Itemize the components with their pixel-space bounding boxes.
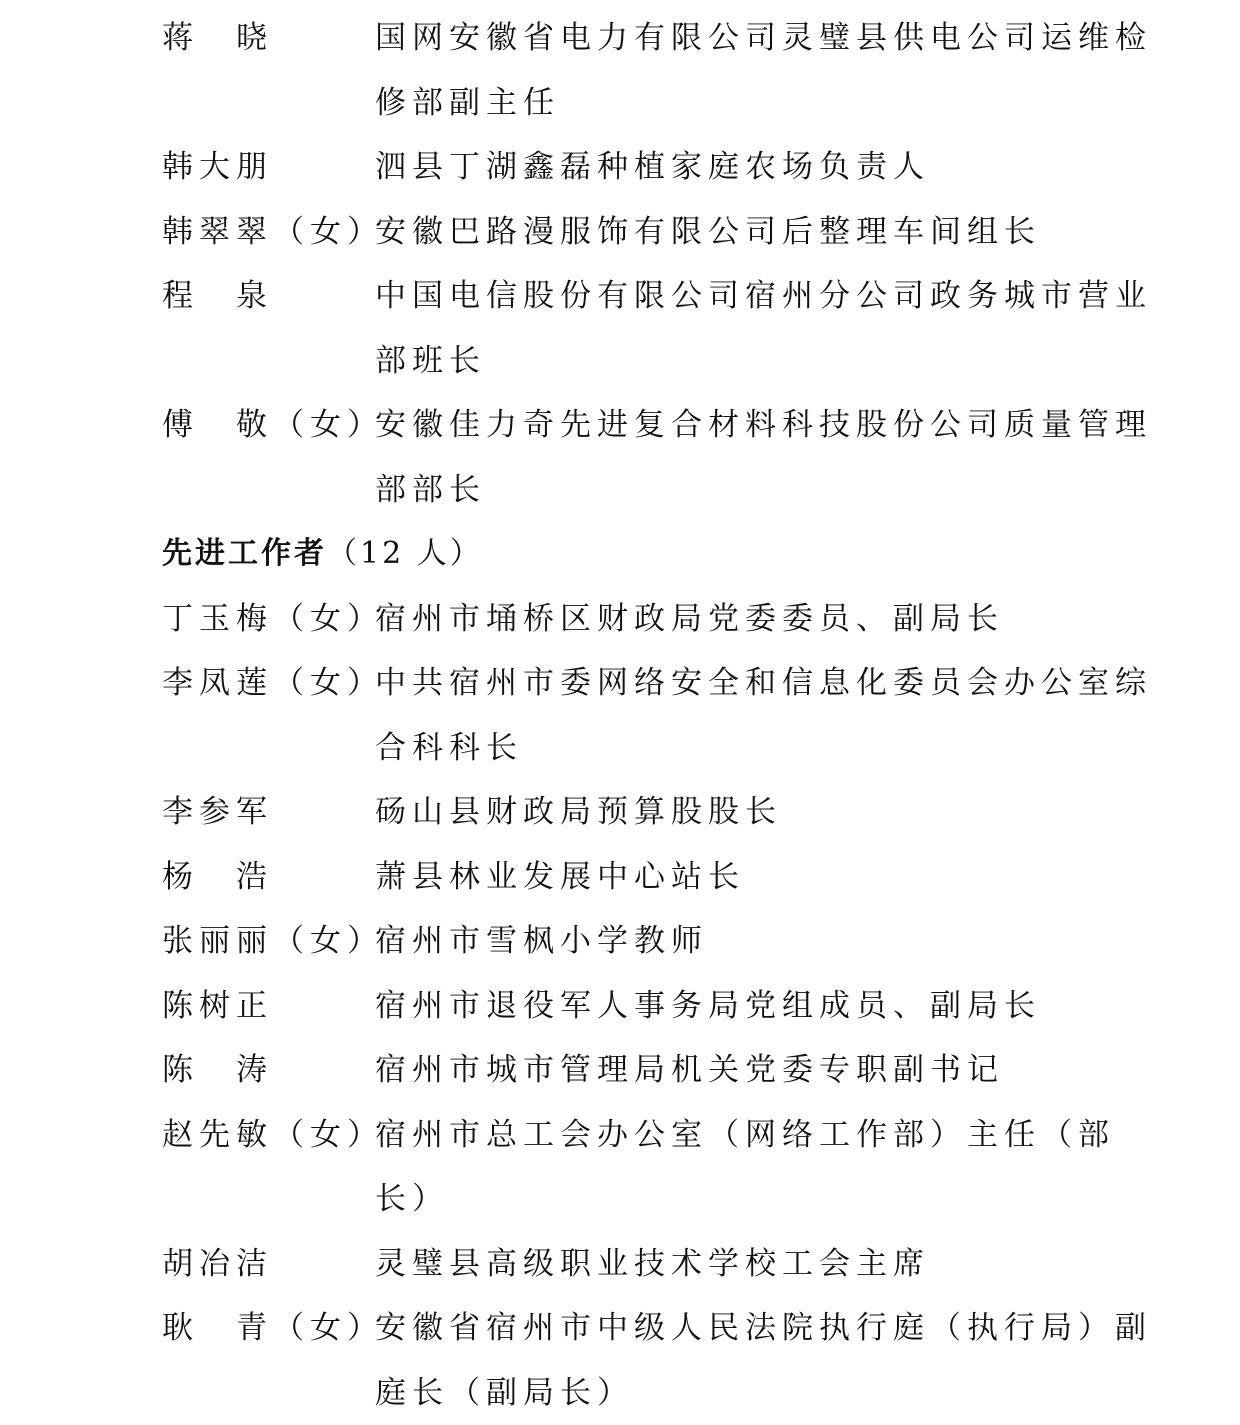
person-name: 张丽丽（女） <box>162 923 384 959</box>
person-organization: 安徽巴路漫服饰有限公司后整理车间组长 <box>375 213 1041 250</box>
list-item <box>162 135 1172 200</box>
person-name: 陈树正 <box>162 987 273 1024</box>
person-organization: 国网安徽省电力有限公司灵璧县供电公司运维检修部副主任 <box>375 20 1152 121</box>
list-item <box>162 845 1172 910</box>
person-name: 傅 敬（女） <box>162 407 384 443</box>
person-organization: 安徽省宿州市中级人民法院执行庭（执行局）副庭长（副局长） <box>375 1310 1152 1411</box>
person-name: 赵先敏（女） <box>162 1116 384 1153</box>
person-organization: 宿州市雪枫小学教师 <box>375 923 708 959</box>
section-title: 先进工作者 <box>162 536 327 571</box>
person-organization: 宿州市埇桥区财政局党委委员、副局长 <box>375 600 1004 637</box>
person-name: 陈 涛 <box>162 1052 273 1088</box>
list-item <box>162 780 1172 845</box>
list-item <box>162 1103 1172 1232</box>
person-name: 李凤莲（女） <box>162 665 384 701</box>
person-organization: 中共宿州市委网络安全和信息化委员会办公室综合科科长 <box>375 665 1152 766</box>
person-organization: 安徽佳力奇先进复合材料科技股份公司质量管理部部长 <box>375 407 1152 508</box>
person-organization: 萧县林业发展中心站长 <box>375 858 745 895</box>
person-name: 韩大朋 <box>162 149 273 185</box>
list-item <box>162 587 1172 652</box>
list-item <box>162 264 1172 393</box>
person-name: 韩翠翠（女） <box>162 213 384 250</box>
list-item <box>162 651 1172 780</box>
section-count: （12 人） <box>327 536 483 571</box>
list-item <box>162 6 1172 135</box>
list-item <box>162 974 1172 1039</box>
list-item <box>162 200 1172 265</box>
person-organization: 宿州市总工会办公室（网络工作部）主任（部长） <box>375 1116 1115 1217</box>
person-name: 蒋 晓 <box>162 20 273 56</box>
person-organization: 砀山县财政局预算股股长 <box>375 794 782 830</box>
person-name: 丁玉梅（女） <box>162 600 384 637</box>
person-name: 胡冶洁 <box>162 1245 273 1282</box>
list-item <box>162 393 1172 522</box>
list-item <box>162 909 1172 974</box>
person-organization: 宿州市城市管理局机关党委专职副书记 <box>375 1052 1004 1088</box>
list-item <box>162 1038 1172 1103</box>
list-item <box>162 1232 1172 1297</box>
person-organization: 宿州市退役军人事务局党组成员、副局长 <box>375 987 1041 1024</box>
person-name: 程 泉 <box>162 278 273 314</box>
honor-list-document <box>162 6 1172 1425</box>
person-organization: 泗县丁湖鑫磊种植家庭农场负责人 <box>375 149 930 185</box>
person-organization: 灵璧县高级职业技术学校工会主席 <box>375 1245 930 1282</box>
person-name: 耿 青（女） <box>162 1310 384 1346</box>
list-item <box>162 1296 1172 1425</box>
person-name: 杨 浩 <box>162 858 273 895</box>
person-name: 李参军 <box>162 794 273 830</box>
person-organization: 中国电信股份有限公司宿州分公司政务城市营业部班长 <box>375 278 1152 379</box>
section-heading <box>162 522 1172 587</box>
